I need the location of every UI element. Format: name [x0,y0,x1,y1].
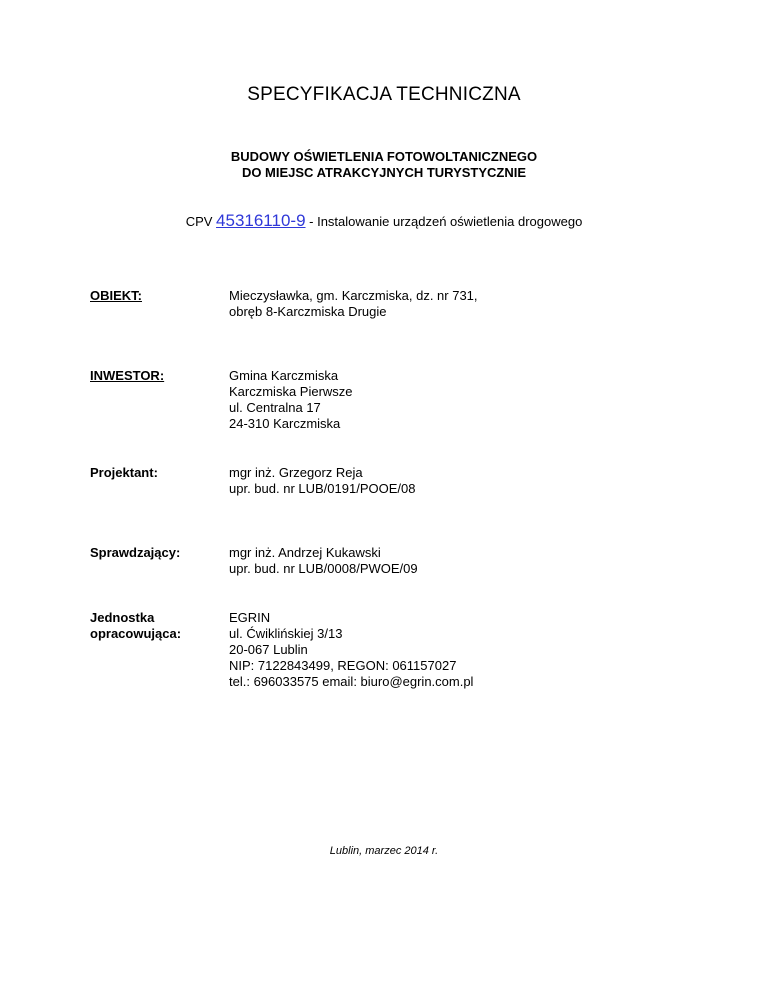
value-jednostka [229,610,709,690]
value-line: 20-067 Lublin [229,642,308,657]
label-jednostka-line-1: Jednostka [90,610,155,625]
label-sprawdzajacy: Sprawdzający: [90,545,181,560]
value-line: EGRIN [229,610,271,625]
subtitle-line-1: BUDOWY OŚWIETLENIA FOTOWOLTANICZNEGO [230,149,538,164]
document-title: SPECYFIKACJA TECHNICZNA [247,84,521,105]
label-jednostka [90,610,220,642]
value-line: ul. Ćwiklińskiej 3/13 [229,626,343,641]
label-inwestor [90,368,220,384]
cpv-description: - Instalowanie urządzeń oświetlenia drogowego [305,214,583,229]
value-line: NIP: 7122843499, REGON: 061157027 [229,658,457,673]
value-line: obręb 8-Karczmiska Drugie [229,304,387,319]
value-obiekt [229,288,709,320]
value-line: Mieczysławka, gm. Karczmiska, dz. nr 731, [229,288,478,303]
value-line: 24-310 Karczmiska [229,416,341,431]
label-obiekt-text: OBIEKT: [90,288,142,303]
value-projektant [229,465,709,497]
subtitle-line-2: DO MIEJSC ATRAKCYJNYCH TURYSTYCZNIE [241,165,527,180]
label-inwestor-text: INWESTOR: [90,368,165,383]
value-line: Gmina Karczmiska [229,368,339,383]
value-line: mgr inż. Grzegorz Reja [229,465,363,480]
value-inwestor [229,368,709,432]
document-subtitle [0,149,768,181]
cpv-code-link[interactable]: 45316110-9 [216,211,306,230]
cpv-prefix: CPV [185,214,217,229]
label-projektant: Projektant: [90,465,158,480]
value-line: upr. bud. nr LUB/0008/PWOE/09 [229,561,418,576]
value-line: ul. Centralna 17 [229,400,321,415]
value-sprawdzajacy [229,545,709,577]
value-line: tel.: 696033575 email: biuro@egrin.com.pl [229,674,474,689]
document-footer: Lublin, marzec 2014 r. [329,845,439,857]
value-line: upr. bud. nr LUB/0191/POOE/08 [229,481,416,496]
value-line: Karczmiska Pierwsze [229,384,353,399]
cpv-line [0,211,768,231]
label-jednostka-line-2: opracowująca: [90,626,182,641]
label-obiekt [90,288,220,304]
value-line: mgr inż. Andrzej Kukawski [229,545,381,560]
